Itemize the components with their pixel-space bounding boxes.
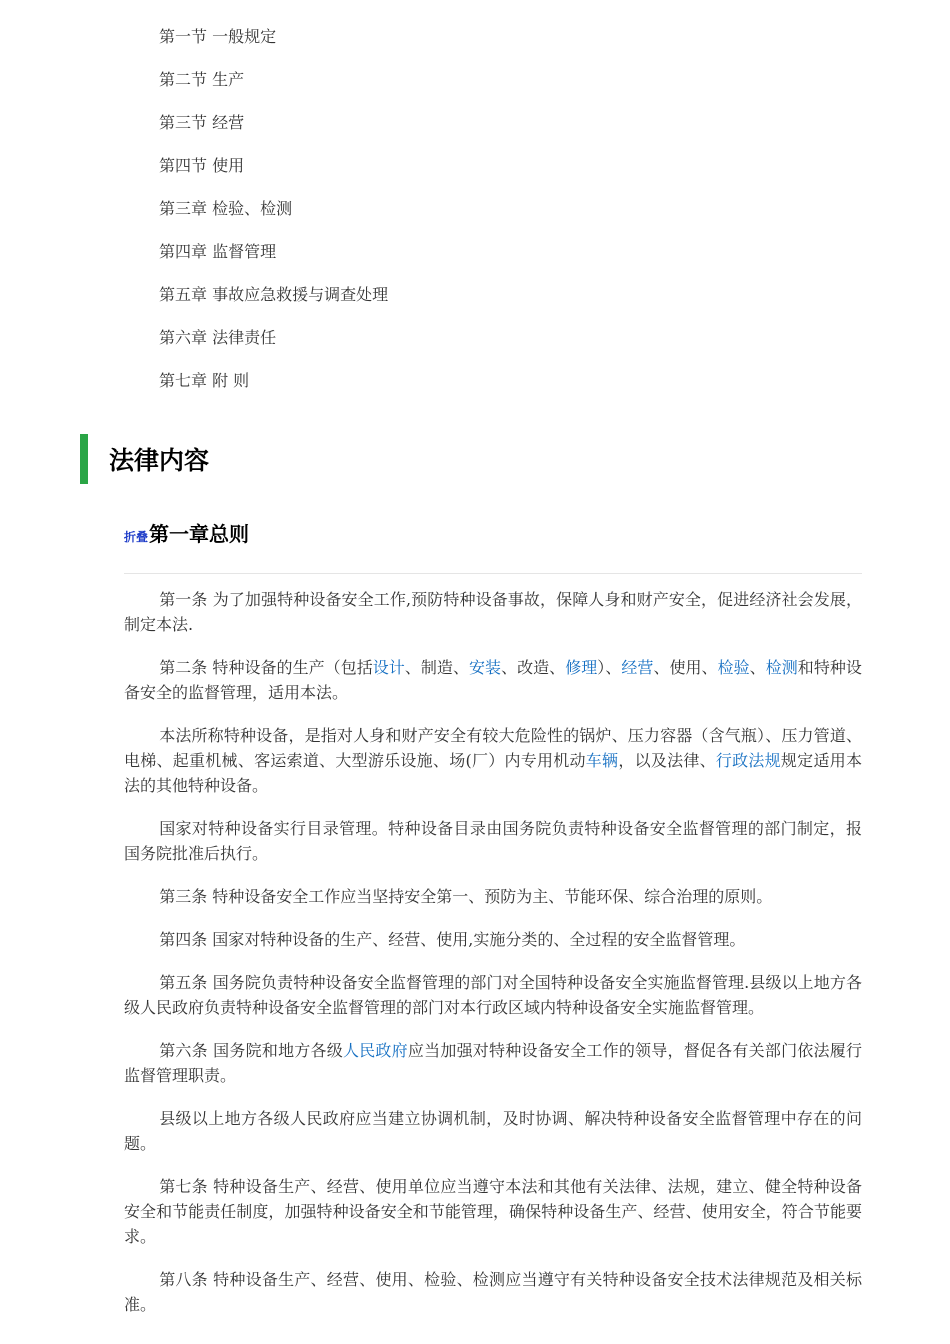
paragraph-text: 第三条 特种设备安全工作应当坚持安全第一、预防为主、节能环保、综合治理的原则。 [159, 887, 773, 906]
paragraph-text: 第一条 为了加强特种设备安全工作,预防特种设备事故，保障人身和财产安全，促进经济社会发展，制定本法. [124, 590, 862, 634]
term-link[interactable]: 车辆 [585, 751, 619, 770]
chapter-heading [124, 518, 249, 547]
toc-item: 第七章 附 则 [159, 371, 250, 390]
paragraph-text: 国家对特种设备实行目录管理。特种设备目录由国务院负责特种设备安全监督管理的部门制定，报国务院批准后执行。 [124, 819, 862, 863]
toc-item: 第一节 一般规定 [159, 27, 277, 46]
paragraph-text: 第七条 特种设备生产、经营、使用单位应当遵守本法和其他有关法律、法规，建立、健全特种设备安全和节能责任制度，加强特种设备安全和节能管理，确保特种设备生产、经营、使用安全，符合节能要求。 [124, 1177, 862, 1246]
chapter-title: 第一章总则 [149, 522, 250, 546]
paragraph-text: 第五条 国务院负责特种设备安全监督管理的部门对全国特种设备安全实施监督管理.县级以上地方各级人民政府负责特种设备安全监督管理的部门对本行政区域内特种设备安全实施监督管理。 [124, 973, 862, 1017]
paragraph-text: 第二条 特种设备的生产（包括 [159, 658, 373, 677]
term-link[interactable]: 经营 [621, 658, 654, 677]
toc-item: 第六章 法律责任 [159, 328, 277, 347]
term-link[interactable]: 设计 [372, 658, 405, 677]
article-paragraph [124, 970, 862, 1020]
toc-item: 第四节 使用 [159, 156, 245, 175]
paragraph-text: 、制造、 [404, 658, 469, 677]
article-paragraph [124, 1174, 862, 1249]
article-paragraph [124, 884, 862, 909]
law-content [124, 587, 862, 1335]
term-link[interactable]: 检测 [765, 658, 798, 677]
paragraph-text: 第四条 国家对特种设备的生产、经营、使用,实施分类的、全过程的安全监督管理。 [159, 930, 746, 949]
divider [124, 573, 862, 574]
article-paragraph [124, 1106, 862, 1156]
term-link[interactable]: 检验 [717, 658, 750, 677]
paragraph-text: ）、 [597, 658, 622, 677]
paragraph-text: 规定适用本法的其他特种设备。 [124, 751, 862, 795]
toc-item: 第三章 检验、检测 [159, 199, 293, 218]
toc-item: 第三节 经营 [159, 113, 245, 132]
toc-item: 第四章 监督管理 [159, 242, 277, 261]
term-link[interactable]: 安装 [468, 658, 502, 677]
article-paragraph [124, 1038, 862, 1088]
section-accent-bar [80, 434, 88, 484]
paragraph-text: 第八条 特种设备生产、经营、使用、检验、检测应当遵守有关特种设备安全技术法律规范及相关标准。 [124, 1270, 862, 1314]
fold-toggle-link[interactable]: 折叠 [124, 530, 149, 544]
term-link[interactable]: 行政法规 [715, 751, 781, 770]
toc-item: 第五章 事故应急救援与调查处理 [159, 285, 389, 304]
table-of-contents [159, 24, 388, 411]
paragraph-text: 县级以上地方各级人民政府应当建立协调机制，及时协调、解决特种设备安全监督管理中存在的问题。 [124, 1109, 862, 1153]
paragraph-text: ，以及法律、 [618, 751, 716, 770]
section-title: 法律内容 [109, 446, 210, 475]
section-heading [80, 434, 209, 484]
paragraph-text: 应当加强对特种设备安全工作的领导，督促各有关部门依法履行监督管理职责。 [124, 1041, 862, 1085]
article-paragraph [124, 655, 862, 705]
paragraph-text: 第六条 国务院和地方各级 [159, 1041, 343, 1060]
article-paragraph [124, 723, 862, 798]
paragraph-text: 本法所称特种设备，是指对人身和财产安全有较大危险性的锅炉、压力容器（含气瓶）、压力管道、电梯、起重机械、客运索道、大型游乐设施、场(厂）内专用机动 [124, 726, 862, 770]
paragraph-text: 、使用、 [653, 658, 718, 677]
paragraph-text: 、改造、 [501, 658, 566, 677]
toc-item: 第二节 生产 [159, 70, 245, 89]
term-link[interactable]: 人民政府 [342, 1041, 408, 1060]
article-paragraph [124, 1267, 862, 1317]
paragraph-text: 、 [749, 658, 766, 677]
article-paragraph [124, 927, 862, 952]
paragraph-text: 和特种设备安全的监督管理，适用本法。 [124, 658, 862, 702]
term-link[interactable]: 修理 [565, 658, 598, 677]
article-paragraph [124, 587, 862, 637]
article-paragraph [124, 816, 862, 866]
